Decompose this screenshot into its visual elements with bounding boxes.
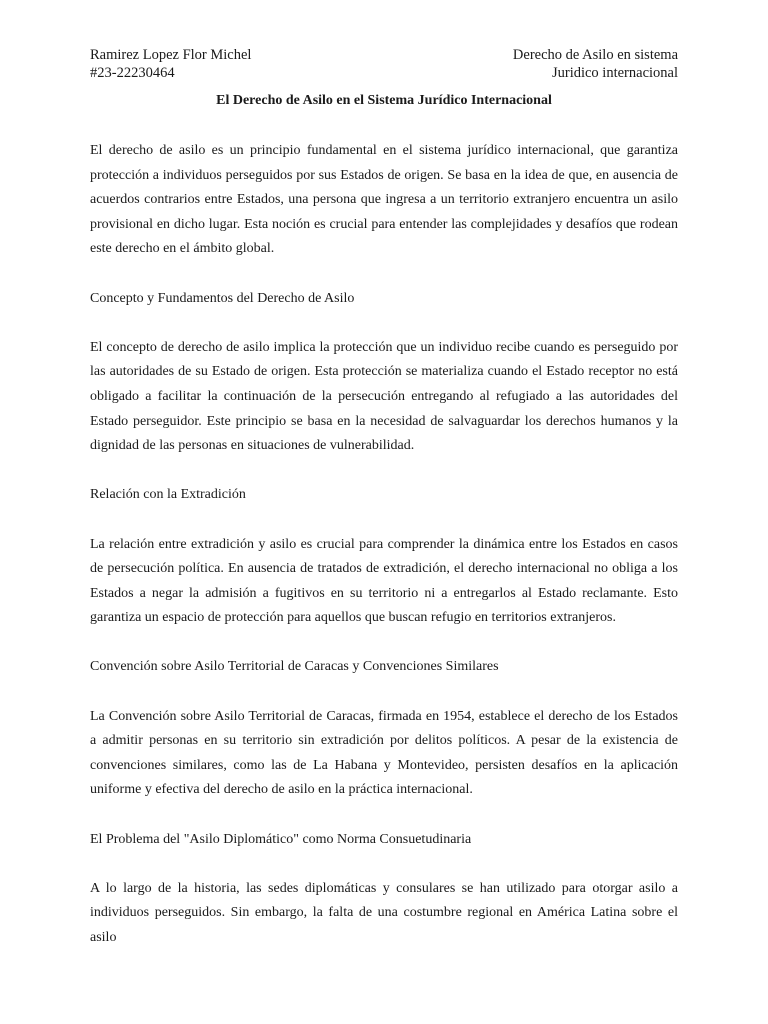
section-heading-concepto: Concepto y Fundamentos del Derecho de Asilo — [90, 290, 355, 306]
document-body — [90, 139, 678, 975]
course-title-line1: Derecho de Asilo en sistema — [512, 47, 678, 63]
section-heading-convencion: Convención sobre Asilo Territorial de Caracas y Convenciones Similares — [90, 659, 499, 675]
header-course-block — [513, 46, 678, 82]
document-title: El Derecho de Asilo en el Sistema Jurídico Internacional — [216, 93, 552, 108]
paragraph-concepto: El concepto de derecho de asilo implica la protección que un individuo recibe cuando es perseguido por las autoridades de su Estado de origen. Esta protección se materializa cuando el Estado receptor no está obligado a facilitar la continuación de la persecución entregando al refugiado a las autoridades del Estado perseguidor. Este principio se basa en la necesidad de salvaguardar los derechos humanos y la dignidad de las personas en situaciones de vulnerabilidad. — [90, 339, 678, 454]
author-name: Ramirez Lopez Flor Michel — [90, 47, 252, 63]
paragraph-intro: El derecho de asilo es un principio fundamental en el sistema jurídico internacional, que garantiza protección a individuos perseguidos por sus Estados de origen. Se basa en la idea de que, en ausencia de acuerdos contrarios entre Estados, una persona que ingresa a un territorio extranjero encuentra un asilo provisional en dicho lugar. Esta noción es crucial para entender las complejidades y desafíos que rodean este derecho en el ámbito global. — [90, 143, 678, 257]
student-id: #23-22230464 — [90, 65, 175, 81]
course-title-line2: Juridico internacional — [551, 65, 678, 81]
header-author-block — [90, 46, 251, 82]
paragraph-extradicion: La relación entre extradición y asilo es crucial para comprender la dinámica entre los Estados en casos de persecución política. En ausencia de tratados de extradición, el derecho internacional no obliga a los Estados a negar la admisión a fugitivos en su territorio ni a entregarlos al Estado reclamante. Esto garantiza un espacio de protección para aquellos que buscan refugio en territorios extranjeros. — [90, 536, 678, 626]
paragraph-asilo-diplomatico: A lo largo de la historia, las sedes diplomáticas y consulares se han utilizado para otorgar asilo a individuos perseguidos. Sin embargo, la falta de una costumbre regional en América Latina sobre el asilo — [90, 880, 678, 945]
section-heading-asilo-diplomatico: El Problema del "Asilo Diplomático" como Norma Consuetudinaria — [90, 831, 472, 847]
paragraph-convencion: La Convención sobre Asilo Territorial de Caracas, firmada en 1954, establece el derecho de los Estados a admitir personas en su territorio sin extradición por delitos políticos. A pesar de la existencia de convenciones similares, como las de La Habana y Montevideo, persisten desafíos en la aplicación uniforme y efectiva del derecho de asilo en la práctica internacional. — [90, 708, 678, 798]
section-heading-extradicion: Relación con la Extradición — [90, 487, 246, 503]
